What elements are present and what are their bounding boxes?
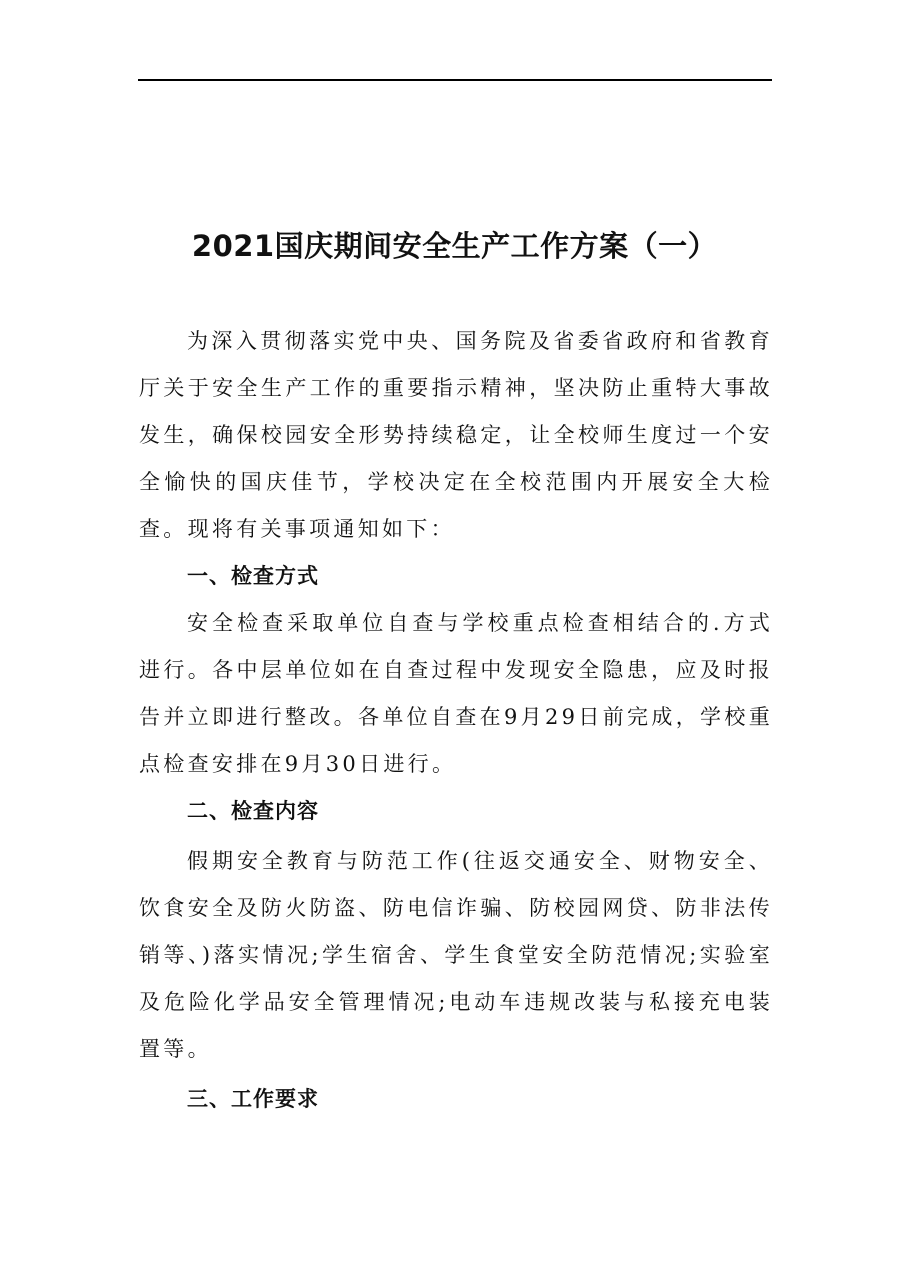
intro-paragraph: 为深入贯彻落实党中央、国务院及省委省政府和省教育厅关于安全生产工作的重要指示精神，坚决防止重特大事故发生，确保校园安全形势持续稳定，让全校师生度过一个安全愉快的国庆佳节，学校决定在全校范围内开展安全大检查。现将有关事项通知如下： — [139, 329, 773, 541]
document-title: 2021国庆期间安全生产工作方案（一） — [191, 229, 718, 263]
section-heading-inspection-content: 二、检查内容 — [187, 799, 319, 823]
header-rule — [138, 79, 772, 81]
section-heading-work-requirements: 三、工作要求 — [187, 1087, 319, 1111]
section-text-inspection-content: 假期安全教育与防范工作(往返交通安全、财物安全、饮食安全及防火防盗、防电信诈骗、防校园网贷、防非法传销等、)落实情况;学生宿舍、学生食堂安全防范情况;实验室及危险化学品安全管理情况;电动车违规改装与私接充电装置等。 — [139, 849, 773, 1061]
section-text-inspection-method: 安全检查采取单位自查与学校重点检查相结合的.方式进行。各中层单位如在自查过程中发现安全隐患，应及时报告并立即进行整改。各单位自查在9月29日前完成，学校重点检查安排在9月30日进行。 — [139, 611, 773, 776]
document-body — [139, 318, 773, 1123]
section-heading-inspection-method: 一、检查方式 — [187, 564, 319, 588]
